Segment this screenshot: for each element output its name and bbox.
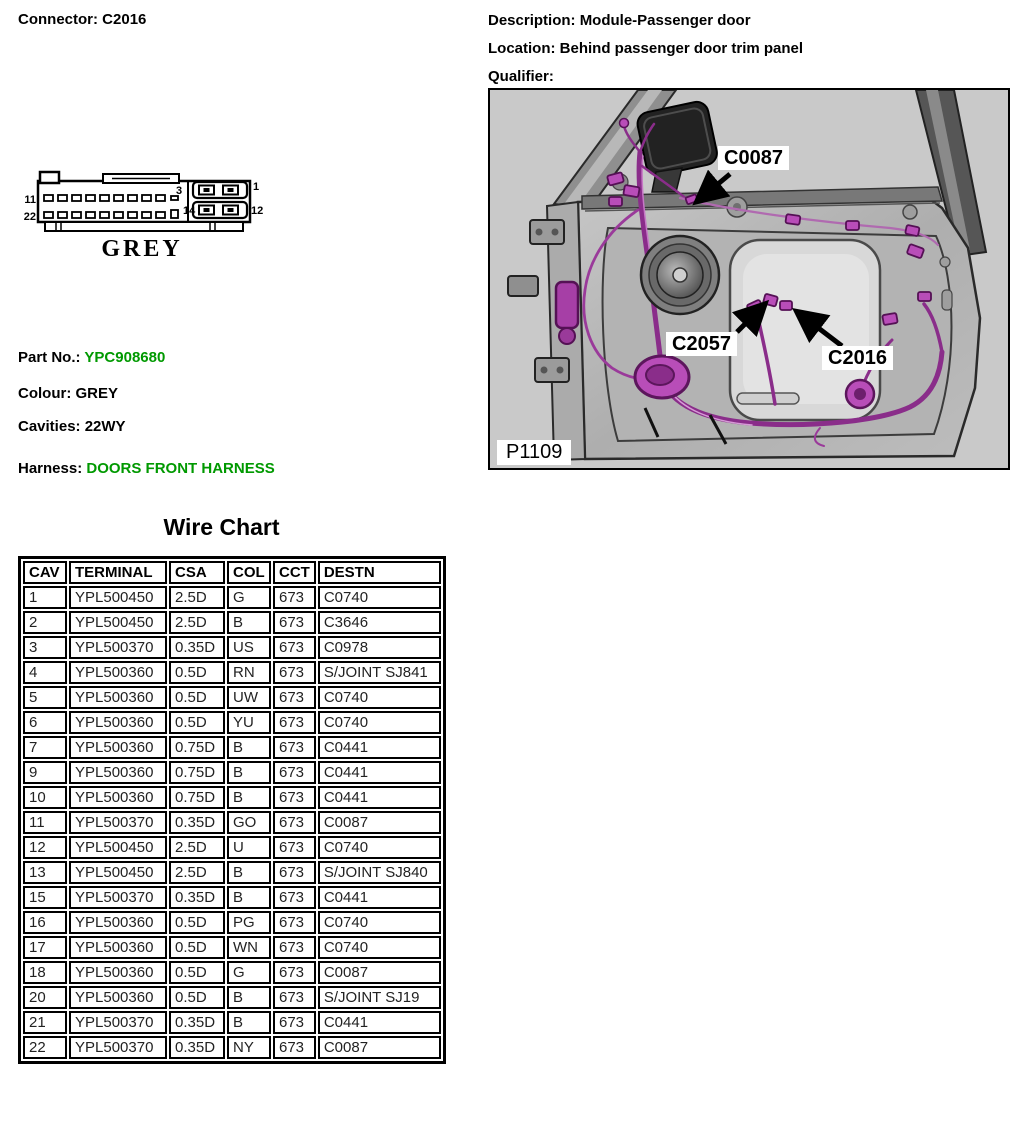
table-cell: 0.5D: [169, 711, 225, 734]
pin-label-1: 1: [253, 181, 260, 193]
connector-title: [18, 11, 146, 28]
pin-label-12: 12: [251, 205, 264, 217]
description-line: [488, 11, 751, 30]
harness-grommet-small: [846, 380, 874, 408]
table-cell: G: [227, 586, 271, 609]
table-cell: 2: [23, 611, 67, 634]
table-cell: 673: [273, 661, 316, 684]
callout-label-c2057: C2057: [666, 332, 737, 356]
table-cell: YPL500450: [69, 861, 167, 884]
table-cell: 0.35D: [169, 1011, 225, 1034]
table-cell: 0.75D: [169, 736, 225, 759]
table-cell: C0087: [318, 1036, 441, 1059]
table-cell: 0.35D: [169, 636, 225, 659]
side-mirror: [635, 100, 719, 178]
table-cell: 17: [23, 936, 67, 959]
table-cell: B: [227, 736, 271, 759]
table-cell: B: [227, 886, 271, 909]
table-cell: S/JOINT SJ840: [318, 861, 441, 884]
table-row: [23, 761, 441, 784]
table-row: [23, 886, 441, 909]
table-cell: 673: [273, 686, 316, 709]
table-cell: C0740: [318, 711, 441, 734]
table-cell: YPL500370: [69, 636, 167, 659]
table-row: [23, 986, 441, 1009]
table-cell: C0087: [318, 961, 441, 984]
table-cell: 1: [23, 586, 67, 609]
table-cell: B: [227, 761, 271, 784]
table-cell: YPL500360: [69, 986, 167, 1009]
table-row: [23, 636, 441, 659]
table-cell: 2.5D: [169, 836, 225, 859]
table-cell: 20: [23, 986, 67, 1009]
table-cell: 0.35D: [169, 1036, 225, 1059]
table-cell: YPL500360: [69, 736, 167, 759]
table-cell: C0087: [318, 811, 441, 834]
table-cell: C0740: [318, 686, 441, 709]
table-cell: 0.5D: [169, 961, 225, 984]
harness-line: [18, 460, 275, 477]
harness-grommet-large: [635, 356, 689, 398]
location-line: [488, 39, 803, 58]
table-cell: YPL500360: [69, 686, 167, 709]
door-hinge-top: [530, 220, 564, 244]
mirror-base: [652, 168, 682, 192]
table-cell: 0.5D: [169, 686, 225, 709]
table-cell: 673: [273, 1011, 316, 1034]
connector-diagram-svg: [20, 166, 280, 270]
pin-label-14: 14: [183, 205, 196, 217]
table-row: [23, 961, 441, 984]
connector-tab: [40, 172, 59, 183]
wire-chart-table: [18, 556, 446, 1064]
table-cell: 673: [273, 1036, 316, 1059]
table-row: [23, 661, 441, 684]
qualifier-label: Qualifier:: [488, 68, 554, 85]
table-cell: 0.75D: [169, 786, 225, 809]
table-cell: 11: [23, 811, 67, 834]
table-cell: YPL500450: [69, 611, 167, 634]
location-value: Behind passenger door trim panel: [559, 40, 804, 57]
table-row: [23, 911, 441, 934]
table-cell: 0.5D: [169, 936, 225, 959]
table-cell: 10: [23, 786, 67, 809]
qualifier-line: [488, 67, 554, 86]
panel-hole: [903, 205, 917, 219]
col-header-terminal: TERMINAL: [69, 561, 167, 584]
panel-hole: [942, 290, 952, 310]
table-cell: WN: [227, 936, 271, 959]
table-cell: G: [227, 961, 271, 984]
table-cell: YPL500360: [69, 936, 167, 959]
table-cell: U: [227, 836, 271, 859]
table-cell: C0978: [318, 636, 441, 659]
table-row: [23, 686, 441, 709]
table-cell: C0740: [318, 586, 441, 609]
table-cell: 673: [273, 836, 316, 859]
table-cell: 4: [23, 661, 67, 684]
colour-line: [18, 385, 118, 402]
table-cell: 2.5D: [169, 861, 225, 884]
table-cell: 673: [273, 986, 316, 1009]
table-cell: C0740: [318, 836, 441, 859]
table-cell: 673: [273, 761, 316, 784]
table-row: [23, 786, 441, 809]
col-header-cav: CAV: [23, 561, 67, 584]
speaker-icon: [641, 236, 719, 314]
table-cell: 673: [273, 786, 316, 809]
col-header-cct: CCT: [273, 561, 316, 584]
table-cell: 673: [273, 961, 316, 984]
table-cell: 673: [273, 911, 316, 934]
callout-label-c2016: C2016: [822, 346, 893, 370]
table-cell: C0740: [318, 911, 441, 934]
table-cell: B: [227, 1011, 271, 1034]
harness-label: Harness:: [18, 460, 83, 477]
connector-lip: [45, 222, 243, 231]
table-cell: YPL500360: [69, 961, 167, 984]
connector-face-diagram: [20, 166, 280, 270]
table-cell: 673: [273, 711, 316, 734]
table-cell: 21: [23, 1011, 67, 1034]
table-row: [23, 861, 441, 884]
table-row: [23, 611, 441, 634]
part-no-value[interactable]: YPC908680: [84, 349, 166, 366]
table-cell: 9: [23, 761, 67, 784]
table-cell: 673: [273, 811, 316, 834]
table-row: [23, 711, 441, 734]
table-row: [23, 836, 441, 859]
table-row: [23, 586, 441, 609]
table-row: [23, 811, 441, 834]
table-cell: 0.5D: [169, 986, 225, 1009]
table-cell: GO: [227, 811, 271, 834]
table-cell: NY: [227, 1036, 271, 1059]
table-cell: 0.5D: [169, 911, 225, 934]
table-cell: 5: [23, 686, 67, 709]
table-cell: PG: [227, 911, 271, 934]
description-label: Description:: [488, 12, 576, 29]
callout-label-c0087: C0087: [718, 146, 789, 170]
harness-value[interactable]: DOORS FRONT HARNESS: [86, 460, 275, 477]
table-cell: YPL500360: [69, 661, 167, 684]
table-header-row: [23, 561, 441, 584]
table-cell: YPL500370: [69, 1011, 167, 1034]
table-cell: 12: [23, 836, 67, 859]
table-cell: 673: [273, 611, 316, 634]
colour-value: GREY: [75, 385, 119, 402]
table-cell: C0740: [318, 936, 441, 959]
table-cell: 22: [23, 1036, 67, 1059]
table-cell: B: [227, 611, 271, 634]
connector-label: Connector:: [18, 11, 98, 28]
table-cell: 3: [23, 636, 67, 659]
latch-assembly: [556, 282, 578, 344]
table-cell: 2.5D: [169, 611, 225, 634]
table-cell: 0.75D: [169, 761, 225, 784]
table-cell: C3646: [318, 611, 441, 634]
table-row: [23, 1011, 441, 1034]
table-cell: 7: [23, 736, 67, 759]
cavities-line: [18, 418, 126, 435]
panel-hole: [940, 257, 950, 267]
table-cell: 13: [23, 861, 67, 884]
table-cell: US: [227, 636, 271, 659]
part-no-line: [18, 349, 165, 366]
table-cell: 15: [23, 886, 67, 909]
table-cell: 6: [23, 711, 67, 734]
table-cell: YPL500360: [69, 786, 167, 809]
table-cell: YU: [227, 711, 271, 734]
table-cell: YPL500450: [69, 836, 167, 859]
col-header-destn: DESTN: [318, 561, 441, 584]
table-cell: UW: [227, 686, 271, 709]
table-cell: C0441: [318, 886, 441, 909]
door-check-bracket: [508, 276, 538, 296]
table-cell: C0441: [318, 736, 441, 759]
table-cell: 0.35D: [169, 811, 225, 834]
panel-slot: [737, 393, 799, 404]
table-cell: 673: [273, 736, 316, 759]
door-illustration: [488, 88, 1010, 470]
location-label: Location:: [488, 40, 556, 57]
part-no-label: Part No.:: [18, 349, 81, 366]
table-cell: YPL500370: [69, 886, 167, 909]
description-value: Module-Passenger door: [579, 12, 751, 29]
table-row: [23, 1036, 441, 1059]
table-cell: YPL500370: [69, 811, 167, 834]
table-cell: 673: [273, 861, 316, 884]
table-cell: B: [227, 861, 271, 884]
table-cell: C0441: [318, 1011, 441, 1034]
pin-label-11: 11: [24, 194, 36, 206]
col-header-col: COL: [227, 561, 271, 584]
table-cell: S/JOINT SJ19: [318, 986, 441, 1009]
col-header-csa: CSA: [169, 561, 225, 584]
table-cell: 0.35D: [169, 886, 225, 909]
connector-colour-text: GREY: [101, 236, 183, 262]
table-cell: YPL500450: [69, 586, 167, 609]
table-cell: YPL500360: [69, 911, 167, 934]
table-cell: 673: [273, 936, 316, 959]
table-cell: YPL500360: [69, 711, 167, 734]
figure-id: P1109: [497, 440, 571, 465]
table-cell: 18: [23, 961, 67, 984]
table-cell: C0441: [318, 761, 441, 784]
colour-label: Colour:: [18, 385, 72, 402]
wire-chart-body: [23, 586, 441, 1059]
table-cell: YPL500360: [69, 761, 167, 784]
table-cell: B: [227, 986, 271, 1009]
cavities-value: 22WY: [84, 418, 126, 435]
table-cell: C0441: [318, 786, 441, 809]
table-cell: 2.5D: [169, 586, 225, 609]
table-cell: RN: [227, 661, 271, 684]
pin-label-3: 3: [175, 185, 183, 197]
table-cell: 16: [23, 911, 67, 934]
table-row: [23, 736, 441, 759]
table-cell: 673: [273, 636, 316, 659]
table-cell: 0.5D: [169, 661, 225, 684]
cavities-label: Cavities:: [18, 418, 81, 435]
wire-chart-title: Wire Chart: [163, 514, 280, 540]
table-cell: 673: [273, 886, 316, 909]
table-cell: 673: [273, 586, 316, 609]
connector-value: C2016: [102, 11, 147, 28]
pin-label-22: 22: [23, 211, 36, 223]
table-cell: B: [227, 786, 271, 809]
table-cell: YPL500370: [69, 1036, 167, 1059]
table-cell: S/JOINT SJ841: [318, 661, 441, 684]
door-hinge-bottom: [535, 358, 569, 382]
table-row: [23, 936, 441, 959]
